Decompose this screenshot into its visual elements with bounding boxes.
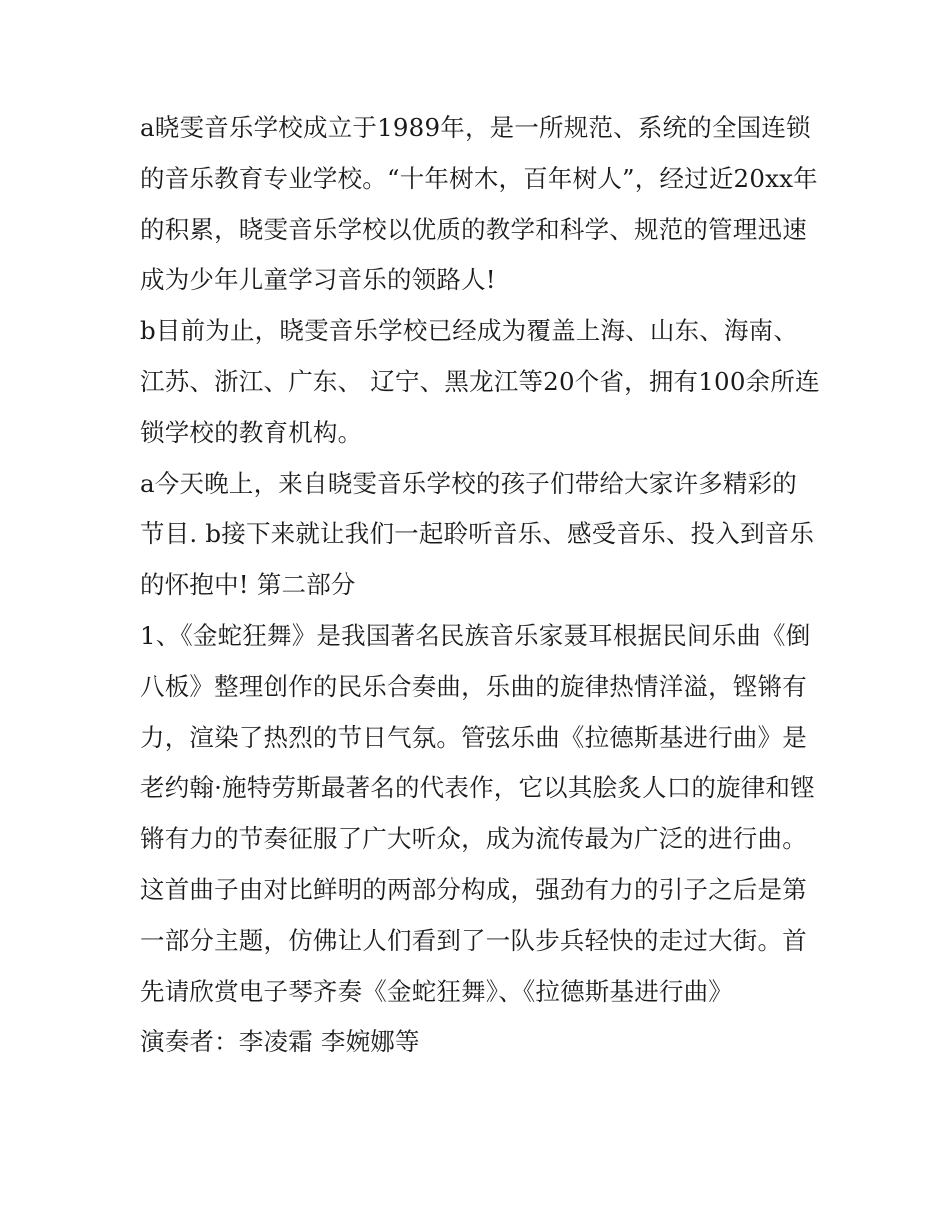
- paragraph-performers: 演奏者：李凌霜 李婉娜等: [140, 1027, 420, 1057]
- document-body: [140, 103, 820, 1068]
- paragraph-school-coverage: b目前为止，晓雯音乐学校已经成为覆盖上海、山东、海南、江苏、浙江、广东、 辽宁、黑龙江等20个省，拥有100余所连锁学校的教育机构。: [140, 316, 820, 447]
- paragraph-school-intro: a晓雯音乐学校成立于1989年，是一所规范、系统的全国连锁的音乐教育专业学校。“十年树木，百年树人”，经过近20xx年的积累，晓雯音乐学校以优质的教学和科学、规范的管理迅速成为少年儿童学习音乐的领路人!: [140, 113, 818, 295]
- paragraph-tonight-intro: a今天晚上，来自晓雯音乐学校的孩子们带给大家许多精彩的节目. b接下来就让我们一起聆听音乐、感受音乐、投入到音乐的怀抱中! 第二部分: [140, 468, 815, 600]
- paragraph-program-1: 1、《金蛇狂舞》是我国著名民族音乐家聂耳根据民间乐曲《倒八板》整理创作的民乐合奏曲，乐曲的旋律热情洋溢，铿锵有力，渲染了热烈的节日气氛。管弦乐曲《拉德斯基进行曲》是老约翰·施特劳斯最著名的代表作，它以其脍炙人口的旋律和铿锵有力的节奏征服了广大听众，成为流传最为广泛的进行曲。这首曲子由对比鲜明的两部分构成，强劲有力的引子之后是第一部分主题，仿佛让人们看到了一队步兵轻快的走过大街。首先请欣赏电子琴齐奏《金蛇狂舞》、《拉德斯基进行曲》: [140, 620, 815, 1006]
